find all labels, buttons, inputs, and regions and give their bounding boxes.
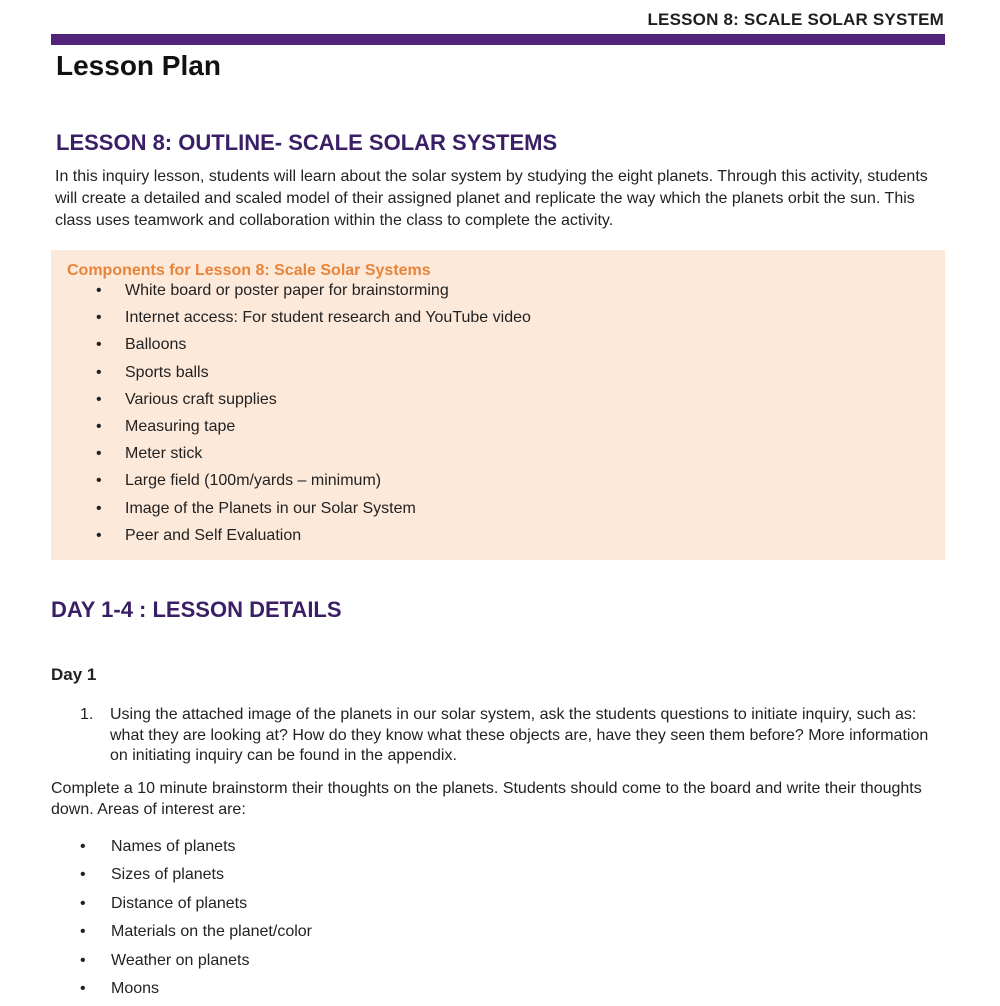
bullet-icon: •: [96, 390, 102, 408]
bullet-icon: •: [96, 445, 102, 463]
interest-item-text: Sizes of planets: [111, 866, 224, 884]
component-item-text: Various craft supplies: [125, 390, 277, 408]
bullet-icon: •: [96, 282, 102, 299]
components-title: Components for Lesson 8: Scale Solar Systems: [67, 262, 431, 279]
interest-item: [0, 950, 500, 978]
component-item-text: Internet access: For student research and YouTube video: [125, 309, 531, 327]
bullet-icon: •: [80, 866, 86, 884]
bullet-icon: •: [80, 894, 86, 912]
brainstorm-paragraph: Complete a 10 minute brainstorm their thoughts on the planets. Students should come to the board and write their thoughts down. Areas of interest are:: [51, 780, 922, 818]
component-item-text: Measuring tape: [125, 417, 236, 435]
outline-intro: In this inquiry lesson, students will learn about the solar system by studying the eight planets. Through this activity, students will create a detailed and scaled model of their assigned planet and replicate the way which the planets orbit the sun. This class uses teamwork and collaboration within the class to complete the activity.: [55, 168, 928, 229]
bullet-icon: •: [96, 363, 102, 381]
interest-item: [0, 864, 500, 892]
day-1-step-1: [80, 705, 930, 767]
header-rule: [51, 34, 945, 45]
step-text: Using the attached image of the planets in our solar system, ask the students questions to initiate inquiry, such as: what they are looking at? How do they know what these objects are, have they seen them before? More information on initiating inquiry can be found in the appendix.: [110, 706, 929, 764]
component-item-text: Large field (100m/yards – minimum): [125, 472, 382, 490]
bullet-icon: •: [96, 417, 102, 435]
bullet-icon: •: [96, 499, 102, 517]
interest-item-text: Moons: [111, 979, 160, 997]
bullet-icon: •: [96, 526, 102, 544]
details-heading: DAY 1-4 : LESSON DETAILS: [51, 597, 342, 622]
component-item-text: Peer and Self Evaluation: [125, 526, 302, 544]
page-title: Lesson Plan: [56, 50, 221, 81]
component-item-text: Sports balls: [125, 363, 209, 381]
day-1-title: Day 1: [51, 665, 97, 684]
outline-heading: LESSON 8: OUTLINE- SCALE SOLAR SYSTEMS: [56, 130, 558, 155]
interest-list: [0, 836, 500, 1006]
component-item-text: Balloons: [125, 336, 187, 354]
interest-item-text: Names of planets: [111, 838, 236, 855]
components-box: [51, 250, 945, 560]
bullet-icon: •: [96, 336, 102, 354]
interest-item-text: Distance of planets: [111, 894, 248, 912]
bullet-icon: •: [96, 309, 102, 327]
interest-item-text: Materials on the planet/color: [111, 923, 312, 941]
bullet-icon: •: [80, 838, 86, 855]
component-item-text: Image of the Planets in our Solar System: [125, 499, 416, 517]
bullet-icon: •: [80, 979, 86, 997]
running-header: LESSON 8: SCALE SOLAR SYSTEM: [647, 10, 944, 29]
interest-item: [0, 921, 500, 949]
component-item-text: White board or poster paper for brainstorming: [125, 282, 449, 299]
bullet-icon: •: [96, 472, 102, 490]
interest-item: [0, 978, 500, 1006]
bullet-icon: •: [80, 951, 86, 969]
interest-item-text: Weather on planets: [111, 951, 250, 969]
component-item-text: Meter stick: [125, 445, 203, 463]
step-number: 1.: [80, 706, 94, 723]
interest-item: [0, 893, 500, 921]
bullet-icon: •: [80, 923, 86, 941]
interest-item: [0, 836, 500, 864]
